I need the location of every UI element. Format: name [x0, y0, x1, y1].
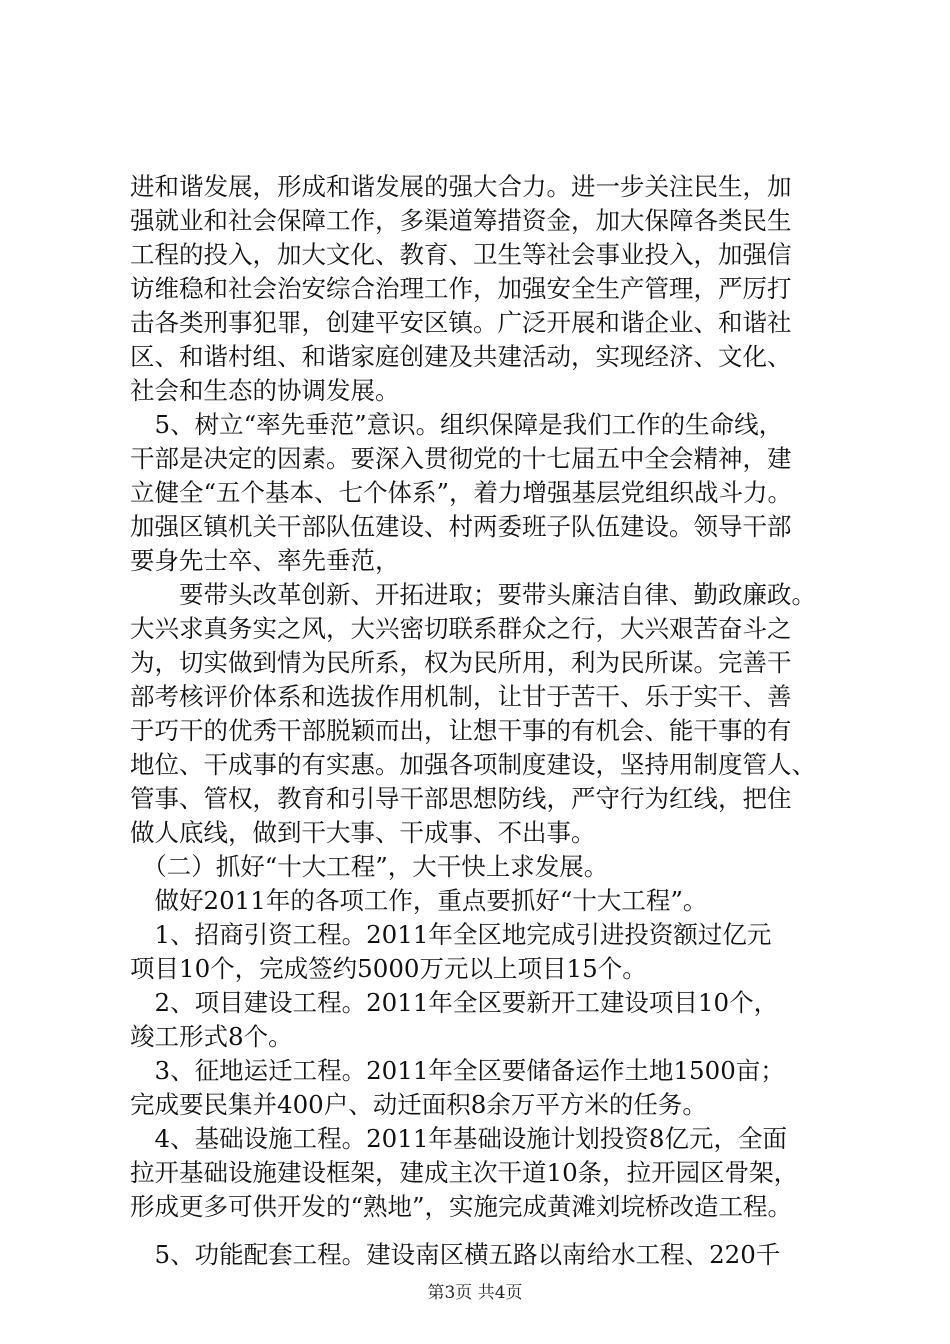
text-line: 做好2011年的各项工作，重点要抓好“十大工程”。	[130, 886, 708, 915]
text-line: 立健全“五个基本、七个体系”，着力增强基层党组织战斗力。	[130, 478, 793, 507]
text-line: 访维稳和社会治安综合治理工作，加强安全生产管理，严厉打	[130, 274, 792, 303]
text-line: 竣工形式8个。	[130, 1022, 293, 1051]
page-footer: 第3页 共4页	[427, 1283, 523, 1303]
text-line: 5、树立“率先垂范”意识。组织保障是我们工作的生命线，	[130, 410, 784, 439]
text-line: 3、征地运迁工程。2011年全区要储备运作土地1500亩；	[130, 1056, 785, 1085]
text-line: 击各类刑事犯罪，创建平安区镇。广泛开展和谐企业、和谐社	[130, 308, 792, 337]
text-line: 要带头改革创新、开拓进取；要带头廉洁自律、勤政廉政。	[130, 580, 816, 609]
text-line: 大兴求真务实之风，大兴密切联系群众之行，大兴艰苦奋斗之	[130, 614, 792, 643]
text-line: 强就业和社会保障工作，多渠道筹措资金，加大保障各类民生	[130, 206, 792, 235]
text-line: 做人底线，做到干大事、干成事、不出事。	[130, 818, 596, 847]
text-line: 4、基础设施工程。2011年基础设施计划投资8亿元，全面	[130, 1124, 788, 1153]
text-line: 加强区镇机关干部队伍建设、村两委班子队伍建设。领导干部	[130, 512, 792, 541]
text-line: 于巧干的优秀干部脱颖而出，让想干事的有机会、能干事的有	[130, 716, 792, 745]
text-line: 2、项目建设工程。2011年全区要新开工建设项目10个，	[130, 988, 779, 1017]
text-line: 部考核评价体系和选拔作用机制，让甘于苦干、乐于实干、善	[130, 682, 792, 711]
text-line: 地位、干成事的有实惠。加强各项制度建设，坚持用制度管人、	[130, 750, 816, 779]
text-line: （二）抓好“十大工程”，大干快上求发展。	[130, 852, 609, 881]
text-line: 拉开基础设施建设框架，建成主次干道10条，拉开园区骨架，	[130, 1158, 799, 1187]
text-line: 形成更多可供开发的“熟地”，实施完成黄滩刘垸桥改造工程。	[130, 1192, 793, 1221]
text-line: 区、和谐村组、和谐家庭创建及共建活动，实现经济、文化、	[130, 342, 792, 371]
text-line: 完成要民集并400户、动迁面积8余万平方米的任务。	[130, 1090, 707, 1119]
text-line: 项目10个，完成签约5000万元以上项目15个。	[130, 954, 647, 983]
text-line: 工程的投入，加大文化、教育、卫生等社会事业投入，加强信	[130, 240, 792, 269]
text-line: 管事、管权，教育和引导干部思想防线，严守行为红线，把住	[130, 784, 792, 813]
text-line: 要身先士卒、率先垂范，	[130, 546, 400, 575]
text-line: 1、招商引资工程。2011年全区地完成引进投资额过亿元	[130, 920, 772, 949]
text-line: 为，切实做到情为民所系，权为民所用，利为民所谋。完善干	[130, 648, 792, 677]
text-line: 社会和生态的协调发展。	[130, 376, 400, 405]
text-line: 干部是决定的因素。要深入贯彻党的十七届五中全会精神，建	[130, 444, 792, 473]
text-line: 5、功能配套工程。建设南区横五路以南给水工程、220千	[130, 1240, 781, 1269]
text-line: 进和谐发展，形成和谐发展的强大合力。进一步关注民生，加	[130, 172, 792, 201]
